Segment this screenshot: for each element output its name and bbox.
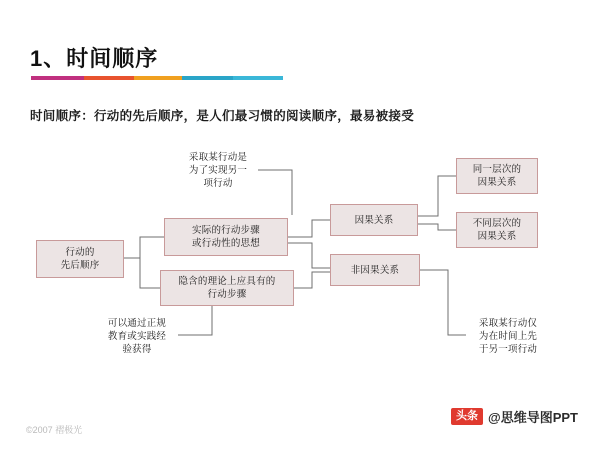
node-acquisition[interactable] (96, 310, 178, 362)
node-same-level-causal[interactable] (456, 158, 538, 194)
subtitle-text: 时间顺序：行动的先后顺序，是人们最习惯的阅读顺序，最易被接受 (30, 109, 415, 123)
rule-segment-3 (134, 76, 182, 80)
node-causal[interactable] (330, 204, 418, 236)
node-actual-steps-label: 实际的行动步骤 或行动性的思想 (192, 225, 260, 249)
page-title: 1、时间顺序 (30, 46, 159, 71)
rule-segment-5 (233, 76, 283, 80)
watermark (451, 407, 578, 426)
rule-segment-1 (31, 76, 84, 80)
watermark-text: @思维导图PPT (488, 410, 578, 425)
node-diff-level-causal-label: 不同层次的 因果关系 (472, 218, 522, 242)
copyright-text: ©2007 褶极光 (26, 425, 83, 435)
node-implicit-theory-label: 隐含的理论上应具有的 行动步骤 (178, 276, 276, 300)
node-same-level-causal-label: 同一层次的 因果关系 (472, 164, 522, 188)
node-noncausal[interactable] (330, 254, 420, 286)
flow-diagram (0, 130, 600, 410)
node-time-precedence-label: 采取某行动仅 为在时间上先 于另一项行动 (478, 317, 538, 355)
node-implicit-theory[interactable] (160, 270, 294, 306)
node-causal-label: 因果关系 (354, 214, 394, 226)
watermark-badge: 头条 (451, 408, 483, 425)
node-acquisition-label: 可以通过正规 教育或实践经 验获得 (107, 317, 167, 355)
node-root[interactable] (36, 240, 124, 278)
node-time-precedence[interactable] (466, 310, 550, 362)
node-actual-steps[interactable] (164, 218, 288, 256)
node-root-label: 行动的 先后顺序 (60, 247, 100, 271)
rule-segment-2 (84, 76, 134, 80)
node-diff-level-causal[interactable] (456, 212, 538, 248)
node-noncausal-label: 非因果关系 (350, 264, 400, 276)
node-purpose-action-label: 采取某行动是 为了实现另一 项行动 (188, 151, 248, 189)
rule-segment-4 (182, 76, 232, 80)
title-underline-rule (31, 76, 283, 80)
node-purpose-action[interactable] (178, 144, 258, 196)
